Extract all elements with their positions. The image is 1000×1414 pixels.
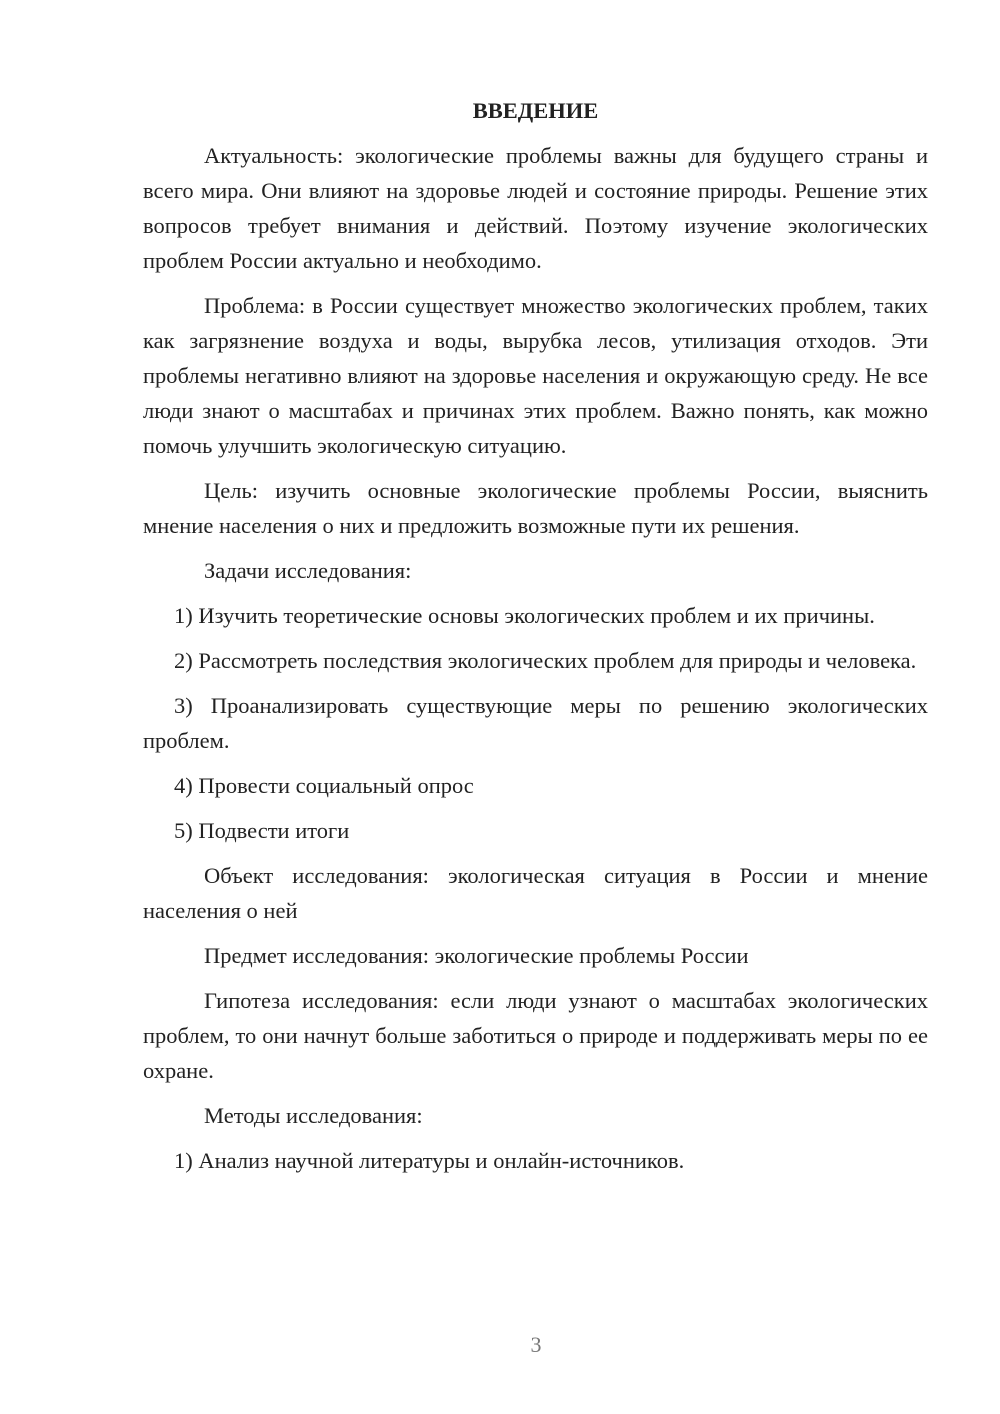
task-item: 1) Изучить теоретические основы экологических проблем и их причины. (174, 603, 875, 628)
task-item: 3) Проанализировать существующие меры по решению экологических проблем. (143, 693, 928, 753)
relevance-paragraph: Актуальность: экологические проблемы важны для будущего страны и всего мира. Они влияют на здоровье людей и состояние природы. Решение этих вопросов требует внимания и действий. Поэтому изучение экологических проблем России актуально и необходимо. (143, 143, 928, 273)
page-number: 3 (530, 1332, 542, 1357)
problem-paragraph: Проблема: в России существует множество экологических проблем, таких как загрязнение воздуха и воды, вырубка лесов, утилизация отходов. Эти проблемы негативно влияют на здоровье населения и окружающую среду. Не все люди знают о масштабах и причинах этих проблем. Важно понять, как можно помочь улучшить экологическую ситуацию. (143, 293, 928, 458)
section-title: ВВЕДЕНИЕ (472, 98, 599, 123)
page-content (143, 93, 928, 1188)
task-item: 2) Рассмотреть последствия экологических проблем для природы и человека. (174, 648, 917, 673)
task-item: 4) Провести социальный опрос (174, 773, 474, 798)
object-paragraph: Объект исследования: экологическая ситуация в России и мнение населения о ней (143, 863, 928, 923)
methods-heading: Методы исследования: (204, 1103, 423, 1128)
hypothesis-paragraph: Гипотеза исследования: если люди узнают о масштабах экологических проблем, то они начнут больше заботиться о природе и поддерживать меры по ее охране. (143, 988, 928, 1083)
task-item: 5) Подвести итоги (174, 818, 350, 843)
tasks-heading: Задачи исследования: (204, 558, 412, 583)
goal-paragraph: Цель: изучить основные экологические проблемы России, выяснить мнение населения о них и предложить возможные пути их решения. (143, 478, 928, 538)
subject-paragraph: Предмет исследования: экологические проблемы России (204, 943, 749, 968)
method-item: 1) Анализ научной литературы и онлайн-источников. (174, 1148, 685, 1173)
